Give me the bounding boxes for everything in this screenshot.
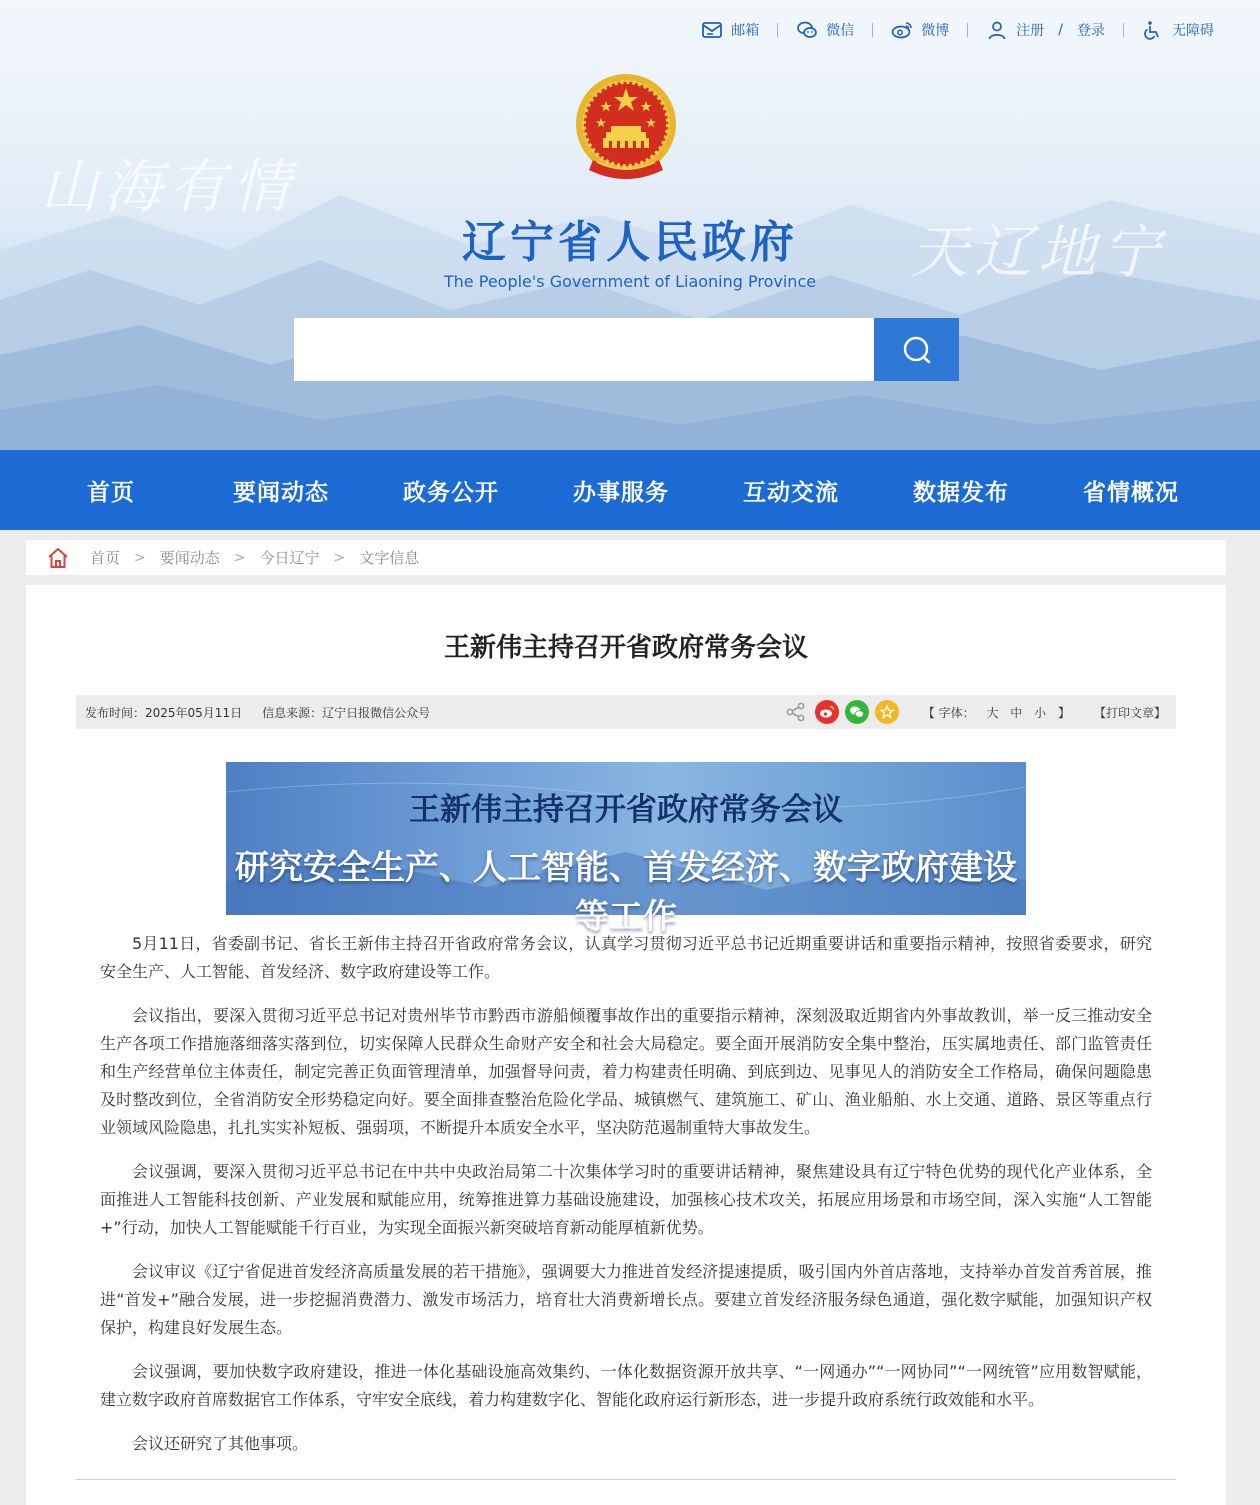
article-paragraph: 5月11日，省委副书记、省长王新伟主持召开省政府常务会议，认真学习贯彻习近平总书记近期重要讲话和重要指示精神，按照省委要求，研究安全生产、人工智能、首发经济、数字政府建设等工作。 bbox=[100, 934, 1152, 981]
article-paragraph: 会议强调，要深入贯彻习近平总书记在中共中央政治局第二十次集体学习时的重要讲话精神，聚焦建设具有辽宁特色优势的现代化产业体系，全面推进人工智能科技创新、产业发展和赋能应用，统筹推进算力基础设施建设，加强核心技术攻关，拓展应用场景和市场空间，深入实施“人工智能+”行动，加快人工智能赋能千行百业，为实现全面振兴新突破培育新动能厚植新优势。 bbox=[100, 1162, 1152, 1237]
breadcrumb-item[interactable]: 今日辽宁 bbox=[259, 549, 320, 567]
article-title: 王新伟主持召开省政府常务会议 bbox=[443, 633, 808, 663]
article-paragraph: 会议还研究了其他事项。 bbox=[132, 1434, 309, 1453]
breadcrumb-separator: > bbox=[233, 549, 246, 566]
weibo-link[interactable] bbox=[873, 20, 967, 40]
mail-icon bbox=[701, 20, 723, 40]
font-size-close-bracket: 】 bbox=[1057, 705, 1070, 720]
mail-link[interactable] bbox=[683, 20, 777, 40]
accessibility-icon bbox=[1142, 20, 1164, 40]
font-size-medium[interactable]: 中 bbox=[1010, 705, 1023, 720]
article-tools bbox=[785, 700, 1176, 724]
register-login-separator: / bbox=[1058, 22, 1063, 38]
font-size-small[interactable]: 小 bbox=[1034, 705, 1047, 720]
font-size-control bbox=[919, 704, 1074, 721]
nav-item[interactable]: 数据发布 bbox=[913, 478, 1009, 506]
article-paragraph: 会议审议《辽宁省促进首发经济高质量发展的若干措施》，强调要大力推进首发经济提速提质，吸引国内外首店落地，支持举办首发首秀首展，推进“首发+”融合发展，进一步挖掘消费潜力、激发市场活力，培育壮大消费新增长点。要建立首发经济服务绿色通道，强化数字赋能，加强知识产权保护，构建良好发展生态。 bbox=[100, 1262, 1152, 1337]
banner-headline: 王新伟主持召开省政府常务会议 bbox=[409, 792, 843, 828]
font-size-label: 【 字体： bbox=[922, 705, 975, 720]
breadcrumb-item[interactable]: 首页 bbox=[90, 549, 121, 567]
register-link[interactable]: 注册 bbox=[1016, 23, 1045, 39]
share-icon[interactable] bbox=[785, 701, 807, 723]
decorative-calligraphy-left: 山海有情 bbox=[40, 153, 297, 221]
article-body bbox=[100, 930, 1152, 1474]
nav-item[interactable]: 互动交流 bbox=[743, 478, 839, 506]
info-source: 信息来源：辽宁日报微信公众号 bbox=[262, 705, 431, 720]
favorite-star-icon[interactable] bbox=[875, 700, 899, 724]
decorative-calligraphy-right: 天辽地宁 bbox=[910, 218, 1167, 286]
site-title: 辽宁省人民政府 bbox=[462, 217, 798, 268]
banner-subheadline: 研究安全生产、人工智能、首发经济、数字政府建设等工作 bbox=[235, 848, 1017, 937]
share-weibo-icon[interactable] bbox=[815, 700, 839, 724]
site-header bbox=[0, 0, 1260, 450]
font-size-large[interactable]: 大 bbox=[986, 705, 999, 720]
divider bbox=[76, 1479, 1176, 1480]
main-navigation bbox=[0, 450, 1260, 530]
user-icon bbox=[986, 20, 1008, 40]
breadcrumb bbox=[26, 540, 1226, 575]
breadcrumb-item[interactable]: 文字信息 bbox=[359, 549, 420, 567]
search-bar bbox=[294, 318, 959, 381]
breadcrumb-separator: > bbox=[333, 549, 346, 566]
print-article-link[interactable]: 【打印文章】 bbox=[1093, 705, 1166, 720]
wechat-link[interactable] bbox=[778, 20, 872, 40]
account-links bbox=[968, 20, 1123, 40]
nav-item[interactable]: 省情概况 bbox=[1083, 478, 1179, 506]
nav-item[interactable]: 办事服务 bbox=[573, 478, 669, 506]
article-paragraph: 会议强调，要加快数字政府建设，推进一体化基础设施高效集约、一体化数据资源开放共享、“一网通办”“一网协同”“一网统管”应用数智赋能，建立数字政府首席数据官工作体系，守牢安全底线，着力构建数字化、智能化政府运行新形态，进一步提升政府系统行政效能和水平。 bbox=[100, 1362, 1152, 1409]
nav-item[interactable]: 首页 bbox=[87, 478, 135, 506]
weibo-icon bbox=[891, 20, 913, 40]
article-container bbox=[26, 585, 1226, 1505]
article-paragraph: 会议指出，要深入贯彻习近平总书记对贵州毕节市黔西市游船倾覆事故作出的重要指示精神，深刻汲取近期省内外事故教训，举一反三推动安全生产各项工作措施落细落实落到位，切实保障人民群众生命财产安全和社会大局稳定。要全面开展消防安全集中整治，压实属地责任、部门监管责任和生产经营单位主体责任，制定完善正负面管理清单，加强督导问责，着力构建责任明确、到底到边、见事见人的消防安全工作格局，确保问题隐患及时整改到位，全省消防安全形势稳定向好。要全面排查整治危险化学品、城镇燃气、建筑施工、矿山、渔业船舶、水上交通、道路、景区等重点行业领域风险隐患，扎扎实实补短板、强弱项，不断提升本质安全水平，坚决防范遏制重特大事故发生。 bbox=[100, 1006, 1152, 1137]
wechat-label: 微信 bbox=[826, 23, 855, 39]
accessibility-label: 无障碍 bbox=[1172, 23, 1214, 39]
nav-item[interactable]: 政务公开 bbox=[403, 478, 499, 506]
share-wechat-icon[interactable] bbox=[845, 700, 869, 724]
search-icon bbox=[900, 333, 934, 367]
top-utility-bar bbox=[683, 20, 1214, 40]
national-emblem-icon bbox=[573, 74, 679, 186]
mail-label: 邮箱 bbox=[731, 23, 760, 39]
login-link[interactable]: 登录 bbox=[1077, 23, 1105, 39]
search-button[interactable] bbox=[874, 318, 959, 381]
weibo-label: 微博 bbox=[921, 23, 950, 39]
search-input[interactable] bbox=[294, 318, 874, 381]
site-subtitle: The People's Government of Liaoning Province bbox=[443, 272, 817, 291]
accessibility-link[interactable] bbox=[1124, 20, 1214, 40]
article-meta-bar bbox=[76, 695, 1176, 729]
nav-item[interactable]: 要闻动态 bbox=[233, 478, 329, 506]
breadcrumb-separator: > bbox=[134, 549, 146, 566]
home-icon[interactable] bbox=[46, 546, 70, 570]
article-banner-image bbox=[226, 762, 1026, 937]
breadcrumb-item[interactable]: 要闻动态 bbox=[159, 549, 220, 567]
wechat-icon bbox=[796, 20, 818, 40]
publish-time: 发布时间：2025年05月11日 bbox=[85, 705, 243, 720]
